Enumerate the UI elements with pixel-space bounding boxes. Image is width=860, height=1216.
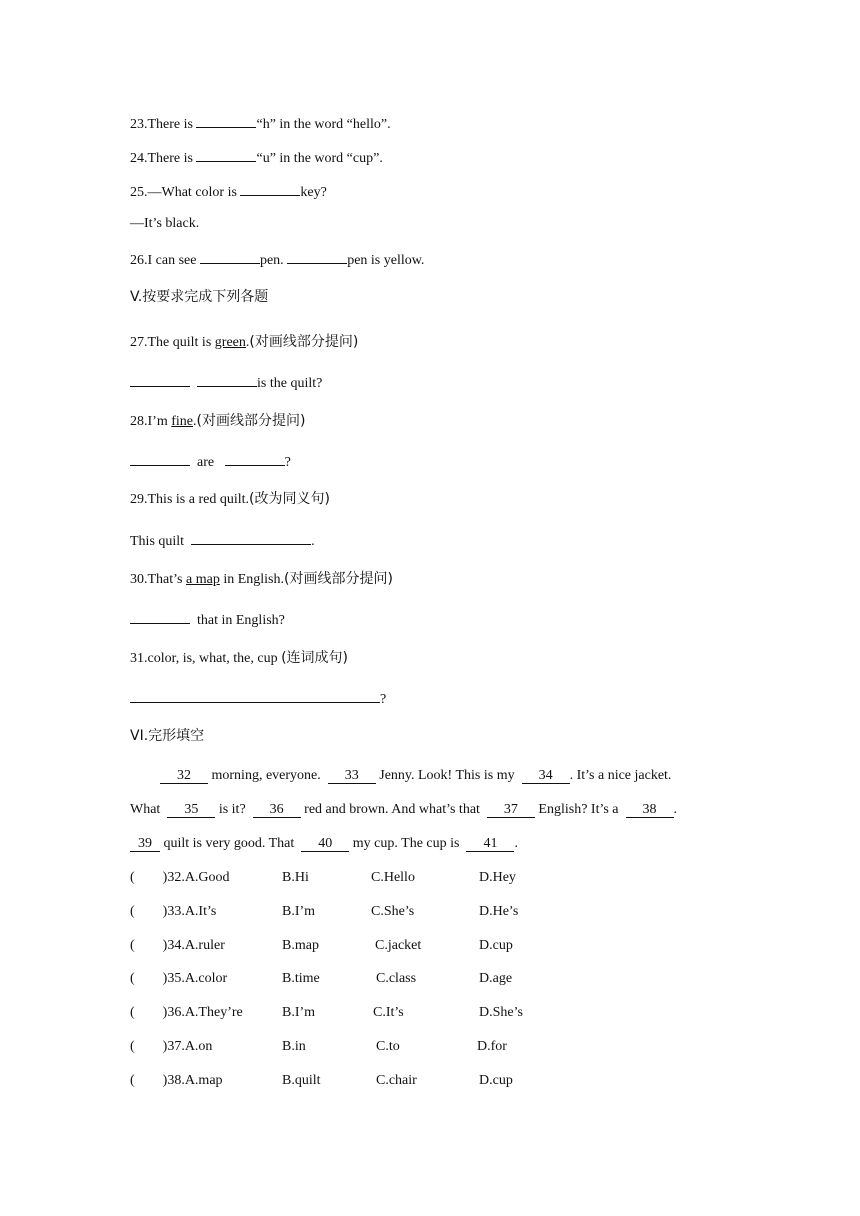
option-row-question[interactable]: ( )38.A.map: [130, 1073, 223, 1088]
passage-line-1: [160, 767, 671, 785]
option-b[interactable]: B.Hi: [282, 870, 309, 885]
instruction: (改为同义句): [249, 491, 330, 507]
answer-blank[interactable]: [240, 181, 300, 196]
question-text: key?: [300, 185, 327, 200]
question-30-answer: [130, 609, 285, 630]
question-text: This quilt: [130, 534, 188, 549]
option-b[interactable]: B.time: [282, 971, 320, 986]
question-31-answer: [130, 688, 386, 709]
passage-text: .: [673, 802, 678, 817]
option-row-question[interactable]: ( )36.A.They’re: [130, 1005, 243, 1020]
question-text: .: [192, 414, 197, 429]
option-d[interactable]: D.cup: [479, 938, 513, 953]
answer-blank[interactable]: [196, 147, 256, 162]
option-c[interactable]: C.Hello: [371, 870, 415, 885]
question-text: “h” in the word “hello”.: [256, 117, 391, 132]
answer-blank[interactable]: [287, 249, 347, 264]
passage-text: Jenny. Look! This is my: [375, 768, 519, 783]
question-text: 31.color, is, what, the, cup: [130, 651, 282, 666]
question-30: [130, 570, 393, 589]
question-27-answer: [130, 372, 322, 393]
passage-text: . It’s a nice jacket.: [569, 768, 672, 783]
option-row-question[interactable]: ( )32.A.Good: [130, 870, 230, 885]
passage-text: morning, everyone.: [208, 768, 325, 783]
blank-number[interactable]: 32: [160, 767, 208, 784]
question-text: 27.The quilt is: [130, 335, 215, 350]
question-text: “u” in the word “cup”.: [256, 151, 383, 166]
question-23: [130, 113, 391, 134]
answer-blank[interactable]: [225, 451, 285, 466]
answer-blank[interactable]: [191, 530, 311, 545]
underlined-word: a map: [186, 572, 220, 587]
question-29-answer: [130, 530, 315, 551]
instruction: (对画线部分提问): [249, 334, 359, 350]
question-text: 29.This is a red quilt.: [130, 492, 249, 507]
answer-blank[interactable]: [130, 451, 190, 466]
answer-blank[interactable]: [130, 609, 190, 624]
section-5-heading: V.按要求完成下列各题: [130, 289, 269, 305]
question-text: .: [311, 534, 315, 549]
option-c[interactable]: C.chair: [376, 1073, 417, 1088]
passage-text: English? It’s a: [534, 802, 623, 817]
blank-number[interactable]: 39: [130, 835, 160, 852]
question-text: ?: [380, 692, 387, 707]
option-b[interactable]: B.quilt: [282, 1073, 321, 1088]
instruction: (连词成句): [281, 650, 349, 666]
question-28: [130, 412, 305, 431]
option-row-question[interactable]: ( )34.A.ruler: [130, 938, 225, 953]
blank-number[interactable]: 34: [522, 767, 570, 784]
question-25: [130, 181, 327, 202]
passage-text: What: [130, 802, 164, 817]
option-c[interactable]: C.It’s: [373, 1005, 404, 1020]
option-b[interactable]: B.I’m: [282, 1005, 316, 1020]
passage-text: .: [514, 836, 518, 851]
answer-blank[interactable]: [200, 249, 260, 264]
blank-number[interactable]: 37: [487, 801, 535, 818]
question-24: [130, 147, 383, 168]
instruction: (对画线部分提问): [196, 413, 306, 429]
question-text: ?: [284, 455, 291, 470]
blank-number[interactable]: 35: [167, 801, 215, 818]
passage-line-3: [130, 835, 518, 853]
question-text: pen.: [259, 253, 288, 268]
blank-number[interactable]: 41: [466, 835, 514, 852]
question-27: [130, 333, 358, 352]
option-d[interactable]: D.She’s: [479, 1005, 523, 1020]
answer-blank[interactable]: [197, 372, 257, 387]
question-text: 28.I’m: [130, 414, 172, 429]
option-row-question[interactable]: ( )35.A.color: [130, 971, 228, 986]
passage-text: red and brown. And what’s that: [300, 802, 484, 817]
option-b[interactable]: B.map: [282, 938, 319, 953]
question-text: are: [193, 455, 218, 470]
underlined-word: fine: [171, 414, 193, 429]
underlined-word: green: [214, 335, 246, 350]
option-row-question[interactable]: ( )37.A.on: [130, 1039, 213, 1054]
option-d[interactable]: D.He’s: [479, 904, 519, 919]
option-b[interactable]: B.I’m: [282, 904, 316, 919]
question-text: 25.—What color is: [130, 185, 241, 200]
question-text: 24.There is: [130, 151, 197, 166]
blank-number[interactable]: 40: [301, 835, 349, 852]
option-b[interactable]: B.in: [282, 1039, 306, 1054]
question-text: in English.: [219, 572, 284, 587]
option-d[interactable]: D.Hey: [479, 870, 516, 885]
answer-blank[interactable]: [196, 113, 256, 128]
blank-number[interactable]: 33: [328, 767, 376, 784]
question-text: that in English?: [193, 613, 285, 628]
question-text: is the quilt?: [257, 376, 323, 391]
option-d[interactable]: D.cup: [479, 1073, 513, 1088]
passage-line-2: [130, 801, 677, 819]
question-text: 26.I can see: [130, 253, 200, 268]
passage-text: is it?: [215, 802, 250, 817]
question-text: 30.That’s: [130, 572, 186, 587]
question-25-answer: —It’s black.: [130, 216, 200, 231]
instruction: (对画线部分提问): [284, 571, 393, 587]
passage-text: quilt is very good. That: [160, 836, 298, 851]
option-c[interactable]: C.jacket: [375, 938, 422, 953]
blank-number[interactable]: 36: [253, 801, 301, 818]
question-29: [130, 490, 330, 509]
question-text: 23.There is: [130, 117, 197, 132]
option-d[interactable]: D.for: [477, 1039, 507, 1054]
answer-blank[interactable]: [130, 688, 380, 703]
question-text: .: [245, 335, 250, 350]
question-26: [130, 249, 424, 270]
option-d[interactable]: D.age: [479, 971, 513, 986]
passage-text: my cup. The cup is: [349, 836, 463, 851]
blank-number[interactable]: 38: [626, 801, 674, 818]
option-c[interactable]: C.She’s: [371, 904, 415, 919]
answer-blank[interactable]: [130, 372, 190, 387]
question-31: [130, 649, 348, 668]
question-text: pen is yellow.: [347, 253, 425, 268]
option-row-question[interactable]: ( )33.A.It’s: [130, 904, 217, 919]
section-6-heading: VI.完形填空: [130, 728, 205, 744]
question-28-answer: [130, 451, 291, 472]
option-c[interactable]: C.class: [376, 971, 417, 986]
option-c[interactable]: C.to: [376, 1039, 400, 1054]
